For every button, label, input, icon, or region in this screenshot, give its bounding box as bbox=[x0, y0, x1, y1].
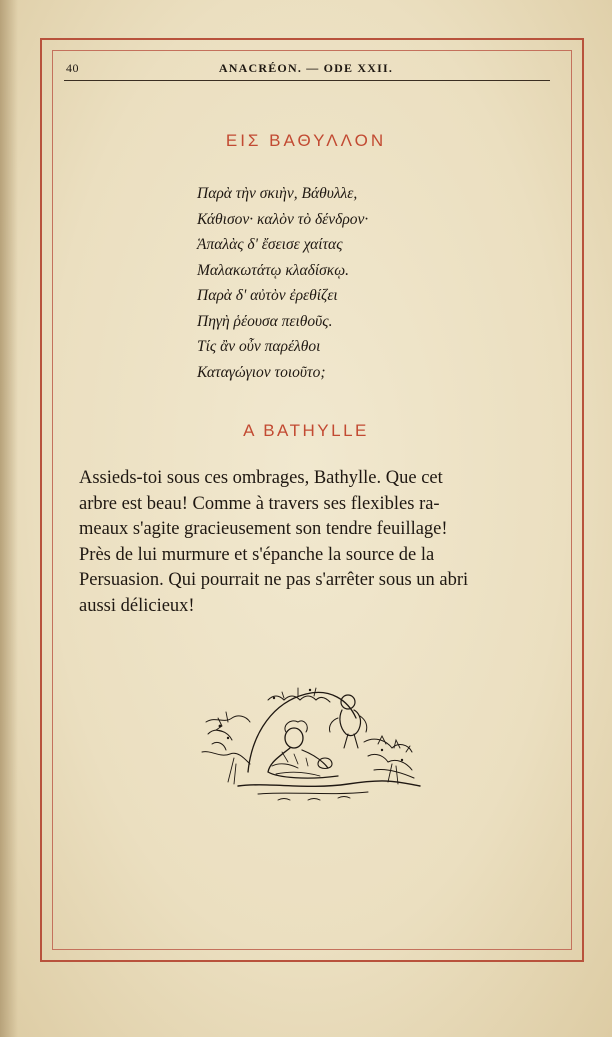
engraved-vignette-illustration bbox=[198, 682, 426, 810]
page-number: 40 bbox=[66, 61, 79, 75]
header-rule bbox=[64, 80, 550, 81]
greek-verse-line: Μαλακωτάτῳ κλαδίσκῳ. bbox=[197, 261, 350, 279]
prose-line: Près de lui murmure et s'épanche la source de la bbox=[79, 544, 435, 565]
greek-verse-line: Παρὰ τὴν σκιὴν, Βάθυλλε, bbox=[197, 185, 358, 202]
running-title: ANACRÉON. — ODE XXII. bbox=[218, 61, 394, 75]
greek-verse-line: Ἁπαλὰς δ' ἔσεισε χαίτας bbox=[197, 236, 343, 253]
greek-verse-line: Καταγώγιον τοιοῦτο; bbox=[197, 363, 326, 381]
prose-line: aussi délicieux! bbox=[79, 595, 195, 616]
prose-line: arbre est beau! Comme à travers ses flexibles ra- bbox=[79, 493, 440, 514]
binding-shadow bbox=[0, 0, 18, 1037]
greek-verse-line: Κάθισον· καλὸν τὸ δένδρον· bbox=[197, 210, 369, 228]
greek-verse bbox=[197, 181, 368, 385]
greek-verse-line: Τίς ἂν οὖν παρέλθοι bbox=[197, 338, 321, 355]
prose-line: Persuasion. Qui pourrait ne pas s'arrêter sous un abri bbox=[79, 570, 469, 590]
greek-verse-line: Παρὰ δ' αὐτὸν ἐρεθίζει bbox=[197, 287, 338, 304]
prose-line: meaux s'agite gracieusement son tendre feuillage! bbox=[79, 519, 448, 539]
greek-verse-line: Πηγὴ ῥέουσα πειθοῦς. bbox=[197, 312, 333, 330]
greek-ode-title: ΕΙΣ ΒΑΘΥΛΛΟΝ bbox=[225, 131, 387, 150]
french-translation-title: A BATHYLLE bbox=[243, 421, 369, 440]
prose-line: Assieds-toi sous ces ombrages, Bathylle. Que cet bbox=[79, 468, 443, 488]
french-translation bbox=[79, 466, 555, 619]
